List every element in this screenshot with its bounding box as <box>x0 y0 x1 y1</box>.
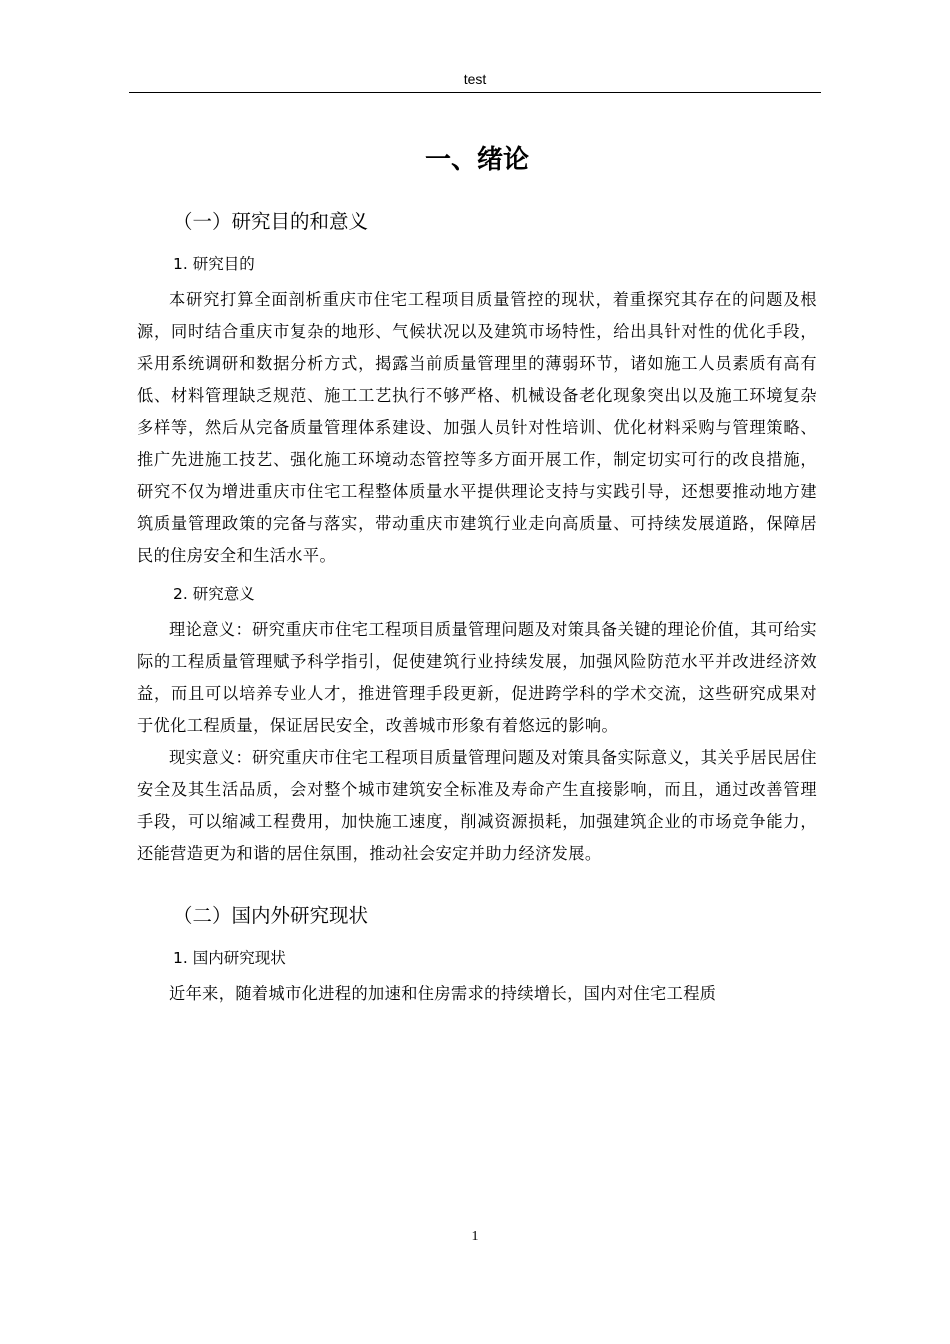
paragraph-theoretical-significance: 理论意义：研究重庆市住宅工程项目质量管理问题及对策具备关键的理论价值，其可给实际的工程质量管理赋予科学指引，促使建筑行业持续发展，加强风险防范水平并改进经济效益，而且可以培养专业人才，推进管理手段更新，促进跨学科的学术交流，这些研究成果对于优化工程质量，保证居民安全，改善城市形象有着悠远的影响。 <box>137 620 817 735</box>
section-heading-research-purpose-significance: （一）研究目的和意义 <box>173 210 369 233</box>
page-number: 1 <box>471 1229 479 1244</box>
subsection-heading-research-significance: 2. 研究意义 <box>173 585 255 603</box>
document-body <box>137 140 817 1010</box>
page-header <box>129 70 821 93</box>
section-heading-research-status: （二）国内外研究现状 <box>173 904 369 927</box>
paragraph-practical-significance: 现实意义：研究重庆市住宅工程项目质量管理问题及对策具备实际意义，其关乎居民居住安全及其生活品质，会对整个城市建筑安全标准及寿命产生直接影响，而且，通过改善管理手段，可以缩减工程费用，加快施工速度，削减资源损耗，加强建筑企业的市场竞争能力，还能营造更为和谐的居住氛围，推动社会安定并助力经济发展。 <box>137 748 817 863</box>
header-text: test <box>463 71 487 87</box>
paragraph-research-purpose: 本研究打算全面剖析重庆市住宅工程项目质量管控的现状，着重探究其存在的问题及根源，同时结合重庆市复杂的地形、气候状况以及建筑市场特性，给出具针对性的优化手段，采用系统调研和数据分析方式，揭露当前质量管理里的薄弱环节，诸如施工人员素质有高有低、材料管理缺乏规范、施工工艺执行不够严格、机械设备老化现象突出以及施工环境复杂多样等，然后从完备质量管理体系建设、加强人员针对性培训、优化材料采购与管理策略、推广先进施工技艺、强化施工环境动态管控等多方面开展工作，制定切实可行的改良措施，研究不仅为增进重庆市住宅工程整体质量水平提供理论支持与实践引导，还想要推动地方建筑质量管理政策的完备与落实，带动重庆市建筑行业走向高质量、可持续发展道路，保障居民的住房安全和生活水平。 <box>137 290 817 565</box>
subsection-heading-domestic-research: 1. 国内研究现状 <box>173 949 286 967</box>
paragraph-domestic-research: 近年来，随着城市化进程的加速和住房需求的持续增长，国内对住宅工程质 <box>169 984 717 1003</box>
chapter-title: 一、绪论 <box>424 145 529 175</box>
subsection-heading-research-purpose: 1. 研究目的 <box>173 255 255 273</box>
